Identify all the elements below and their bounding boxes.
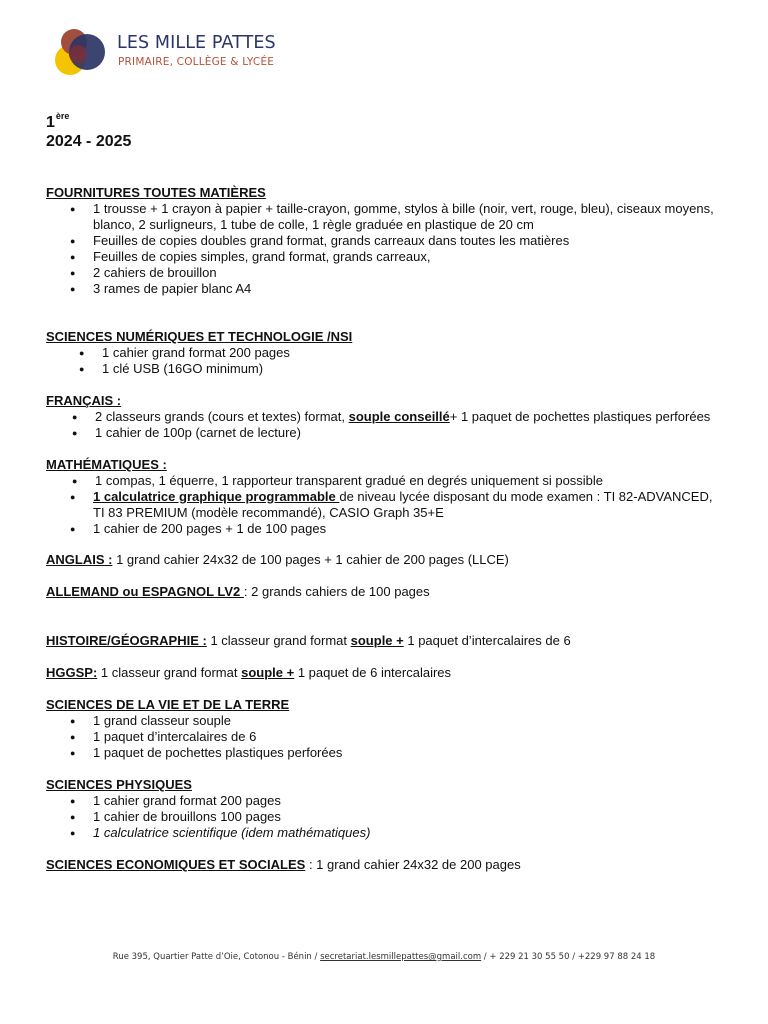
section-title: MATHÉMATIQUES : bbox=[46, 457, 167, 472]
item-emphasis: 1 calculatrice graphique programmable bbox=[93, 489, 340, 504]
section-francais bbox=[46, 393, 726, 441]
list-item: ● Feuilles de copies doubles grand format, grands carreaux dans toutes les matières bbox=[46, 233, 726, 249]
list-item: ● 1 trousse + 1 crayon à papier + taille-crayon, gomme, stylos à bille (noir, vert, rouge, bleu), ciseaux moyens, blanco, 2 surligneurs, 1 tube de colle, 1 règle graduée en plastique de 20 cm bbox=[46, 201, 726, 233]
list-item: ● 1 cahier grand format 200 pages bbox=[46, 793, 726, 809]
logo-circles-icon bbox=[52, 26, 112, 78]
list-item: ● 1 clé USB (16GO minimum) bbox=[46, 361, 726, 377]
footer-address: Rue 395, Quartier Patte d’Oie, Cotonou - Bénin / bbox=[112, 952, 321, 962]
list-item: ● 2 cahiers de brouillon bbox=[46, 265, 726, 281]
section-text: 1 paquet de 6 intercalaires bbox=[294, 665, 452, 680]
section-text: : 2 grands cahiers de 100 pages bbox=[243, 584, 430, 599]
grade-level bbox=[46, 111, 69, 132]
school-logo bbox=[52, 26, 292, 78]
list-item: ● 1 calculatrice scientifique (idem mathématiques) bbox=[46, 825, 726, 841]
footer-email-link[interactable]: secretariat.lesmillepattes@gmail.com bbox=[320, 952, 482, 962]
list-item: ● 1 grand classeur souple bbox=[46, 713, 726, 729]
list-item bbox=[46, 409, 726, 425]
section-title: SCIENCES PHYSIQUES bbox=[46, 777, 192, 792]
section-title: SCIENCES DE LA VIE ET DE LA TERRE bbox=[46, 697, 290, 712]
item-text: 2 classeurs grands (cours et textes) format, bbox=[95, 409, 349, 424]
school-name: LES MILLE PATTES bbox=[117, 33, 276, 53]
section-svt bbox=[46, 697, 726, 761]
section-ses bbox=[46, 857, 726, 873]
section-title: FRANÇAIS : bbox=[46, 393, 122, 408]
grade-number: 1 bbox=[46, 114, 55, 131]
section-title: SCIENCES ECONOMIQUES ET SOCIALES bbox=[46, 857, 306, 872]
section-text: : 1 grand cahier 24x32 de 200 pages bbox=[305, 857, 521, 872]
footer-phones: / + 229 21 30 55 50 / +229 97 88 24 18 bbox=[481, 952, 656, 962]
school-year: 2024 - 2025 bbox=[46, 133, 132, 150]
list-item: ● 1 compas, 1 équerre, 1 rapporteur transparent gradué en degrés uniquement si possible bbox=[46, 473, 726, 489]
item-emphasis: souple + bbox=[350, 633, 404, 648]
list-item: ● 3 rames de papier blanc A4 bbox=[46, 281, 726, 297]
grade-suffix: ère bbox=[55, 111, 70, 121]
list-item: ● 1 cahier grand format 200 pages bbox=[46, 345, 726, 361]
section-nsi bbox=[46, 329, 726, 377]
section-text: 1 classeur grand format bbox=[206, 633, 351, 648]
section-lv2 bbox=[46, 584, 726, 600]
section-text: 1 paquet d’intercalaires de 6 bbox=[403, 633, 571, 648]
item-text: de niveau lycée disposant du mode examen : TI 82-ADVANCED, TI 83 PREMIUM (modèle recommandé), CASIO Graph 35+E bbox=[93, 489, 713, 520]
section-title: SCIENCES NUMÉRIQUES ET TECHNOLOGIE /NSI bbox=[46, 329, 353, 344]
school-levels: PRIMAIRE, COLLÈGE & LYCÉE bbox=[118, 56, 275, 68]
section-histoire bbox=[46, 633, 726, 649]
list-item: ● 1 cahier de 100p (carnet de lecture) bbox=[46, 425, 726, 441]
section-title: ALLEMAND ou ESPAGNOL LV2 bbox=[46, 584, 244, 599]
item-text: + 1 paquet de pochettes plastiques perforées bbox=[449, 409, 711, 424]
section-title: HISTOIRE/GÉOGRAPHIE : bbox=[46, 633, 207, 648]
item-emphasis: souple + bbox=[241, 665, 295, 680]
section-title: HGGSP: bbox=[46, 665, 98, 680]
page-footer bbox=[0, 952, 768, 962]
section-hggsp bbox=[46, 665, 726, 681]
list-item: ● 1 paquet de pochettes plastiques perforées bbox=[46, 745, 726, 761]
list-item: ● 1 cahier de 200 pages + 1 de 100 pages bbox=[46, 521, 726, 537]
section-title: FOURNITURES TOUTES MATIÈRES bbox=[46, 185, 266, 200]
list-item: ● 1 paquet d’intercalaires de 6 bbox=[46, 729, 726, 745]
section-title: ANGLAIS : bbox=[46, 552, 113, 567]
section-physique bbox=[46, 777, 726, 841]
section-text: 1 grand cahier 24x32 de 100 pages + 1 cahier de 200 pages (LLCE) bbox=[112, 552, 509, 567]
list-item bbox=[46, 489, 726, 521]
list-item: ● Feuilles de copies simples, grand format, grands carreaux, bbox=[46, 249, 726, 265]
section-general bbox=[46, 185, 726, 297]
section-maths bbox=[46, 457, 726, 537]
section-text: 1 classeur grand format bbox=[97, 665, 242, 680]
list-item: ● 1 cahier de brouillons 100 pages bbox=[46, 809, 726, 825]
section-anglais bbox=[46, 552, 726, 568]
item-emphasis: souple conseillé bbox=[348, 409, 450, 424]
supply-list bbox=[46, 185, 726, 873]
